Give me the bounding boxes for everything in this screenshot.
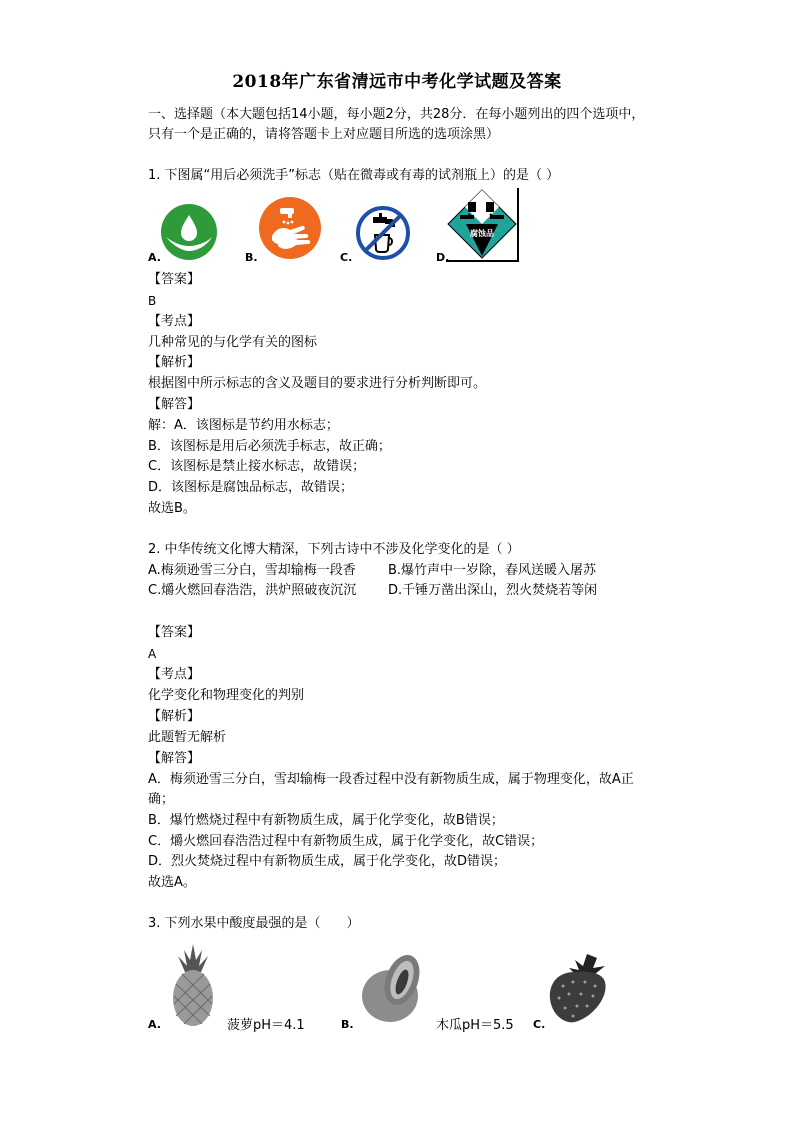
- q3-fruit-a-text: 菠萝pH＝4.1: [227, 1018, 305, 1033]
- q2-option-b: B.爆竹声中一岁除，春风送暖入屠苏: [388, 563, 597, 578]
- q2-jieda-line: B．爆竹燃烧过程中有新物质生成，属于化学变化，故B错误；: [148, 813, 504, 828]
- q1-kaodian: 几种常见的与化学有关的图标: [148, 335, 318, 350]
- q1-option-b-label: B.: [245, 251, 258, 264]
- q1-jieda-line: 解：A．该图标是节约用水标志；: [148, 418, 339, 433]
- page-title: 2018年广东省清远市中考化学试题及答案: [232, 72, 562, 92]
- q1-jieda-line: B．该图标是用后必须洗手标志，故正确；: [148, 439, 391, 454]
- q1-answer-heading: 【答案】: [148, 272, 201, 287]
- q2-kaodian-heading: 【考点】: [148, 667, 201, 682]
- q1-answer: B: [148, 294, 157, 308]
- q1-option-d-label: D.: [436, 251, 450, 264]
- q1-jiexi: 根据图中所示标志的含义及题目的要求进行分析判断即可。: [148, 376, 487, 391]
- q2-jieda-line: C．爝火燃回春浩浩过程中有新物质生成，属于化学变化，故C错误；: [148, 834, 544, 849]
- q3-option-c-label: C.: [533, 1018, 546, 1031]
- q2-jieda-line: 故选A。: [148, 875, 196, 890]
- q2-jiexi-heading: 【解析】: [148, 709, 201, 724]
- q1-option-c-label: C.: [340, 251, 353, 264]
- q2-jiexi: 此题暂无解析: [148, 730, 227, 745]
- corrosive-label: 腐蚀品: [470, 229, 494, 238]
- q2-kaodian: 化学变化和物理变化的判别: [148, 688, 305, 703]
- papaya-image: [358, 950, 434, 1026]
- q2-answer: A: [148, 647, 157, 661]
- water-saving-icon: [160, 203, 218, 261]
- q2-option-a: A.梅须逊雪三分白，雪却输梅一段香: [148, 563, 356, 578]
- q2-jieda-heading: 【解答】: [148, 751, 201, 766]
- q3-fruit-b-text: 木瓜pH＝5.5: [436, 1018, 514, 1033]
- q1-jieda-line: D．该图标是腐蚀品标志，故错误；: [148, 480, 354, 495]
- q2-option-d: D.千锤万凿出深山，烈火焚烧若等闲: [388, 583, 598, 598]
- no-water-tap-icon: [355, 205, 411, 261]
- q1-jiexi-heading: 【解析】: [148, 355, 201, 370]
- q2-jieda-line: D．烈火焚烧过程中有新物质生成，属于化学变化，故D错误；: [148, 854, 507, 869]
- corrosive-icon: [446, 188, 522, 262]
- q1-stem: 1. 下图属“用后必须洗手”标志（贴在微毒或有毒的试剂瓶上）的是（ ）: [148, 168, 560, 183]
- q3-option-b-label: B.: [341, 1018, 354, 1031]
- q3-option-a-label: A.: [148, 1018, 161, 1031]
- q2-stem: 2. 中华传统文化博大精深，下列古诗中不涉及化学变化的是（ ）: [148, 542, 520, 557]
- q2-jieda-line: 确；: [148, 792, 175, 807]
- wash-hands-icon: [258, 196, 322, 260]
- q1-jieda-line: 故选B。: [148, 501, 196, 516]
- pineapple-image: [168, 942, 218, 1028]
- q1-kaodian-heading: 【考点】: [148, 314, 201, 329]
- q2-option-c: C.爝火燃回春浩浩，洪炉照破夜沉沉: [148, 583, 357, 598]
- q1-jieda-line: C．该图标是禁止接水标志，故错误；: [148, 459, 366, 474]
- q1-option-a-label: A.: [148, 251, 161, 264]
- q3-stem: 3. 下列水果中酸度最强的是（ ）: [148, 916, 360, 931]
- q1-jieda-heading: 【解答】: [148, 397, 201, 412]
- section-heading-line1: 一、选择题（本大题包括14小题，每小题2分，共28分．在每小题列出的四个选项中，: [148, 107, 645, 122]
- q2-answer-heading: 【答案】: [148, 625, 201, 640]
- strawberry-image: [545, 950, 615, 1026]
- q2-jieda-line: A．梅须逊雪三分白，雪却输梅一段香过程中没有新物质生成，属于物理变化，故A正: [148, 772, 634, 787]
- section-heading-line2: 只有一个是正确的，请将答题卡上对应题目所选的选项涂黑）: [148, 127, 500, 142]
